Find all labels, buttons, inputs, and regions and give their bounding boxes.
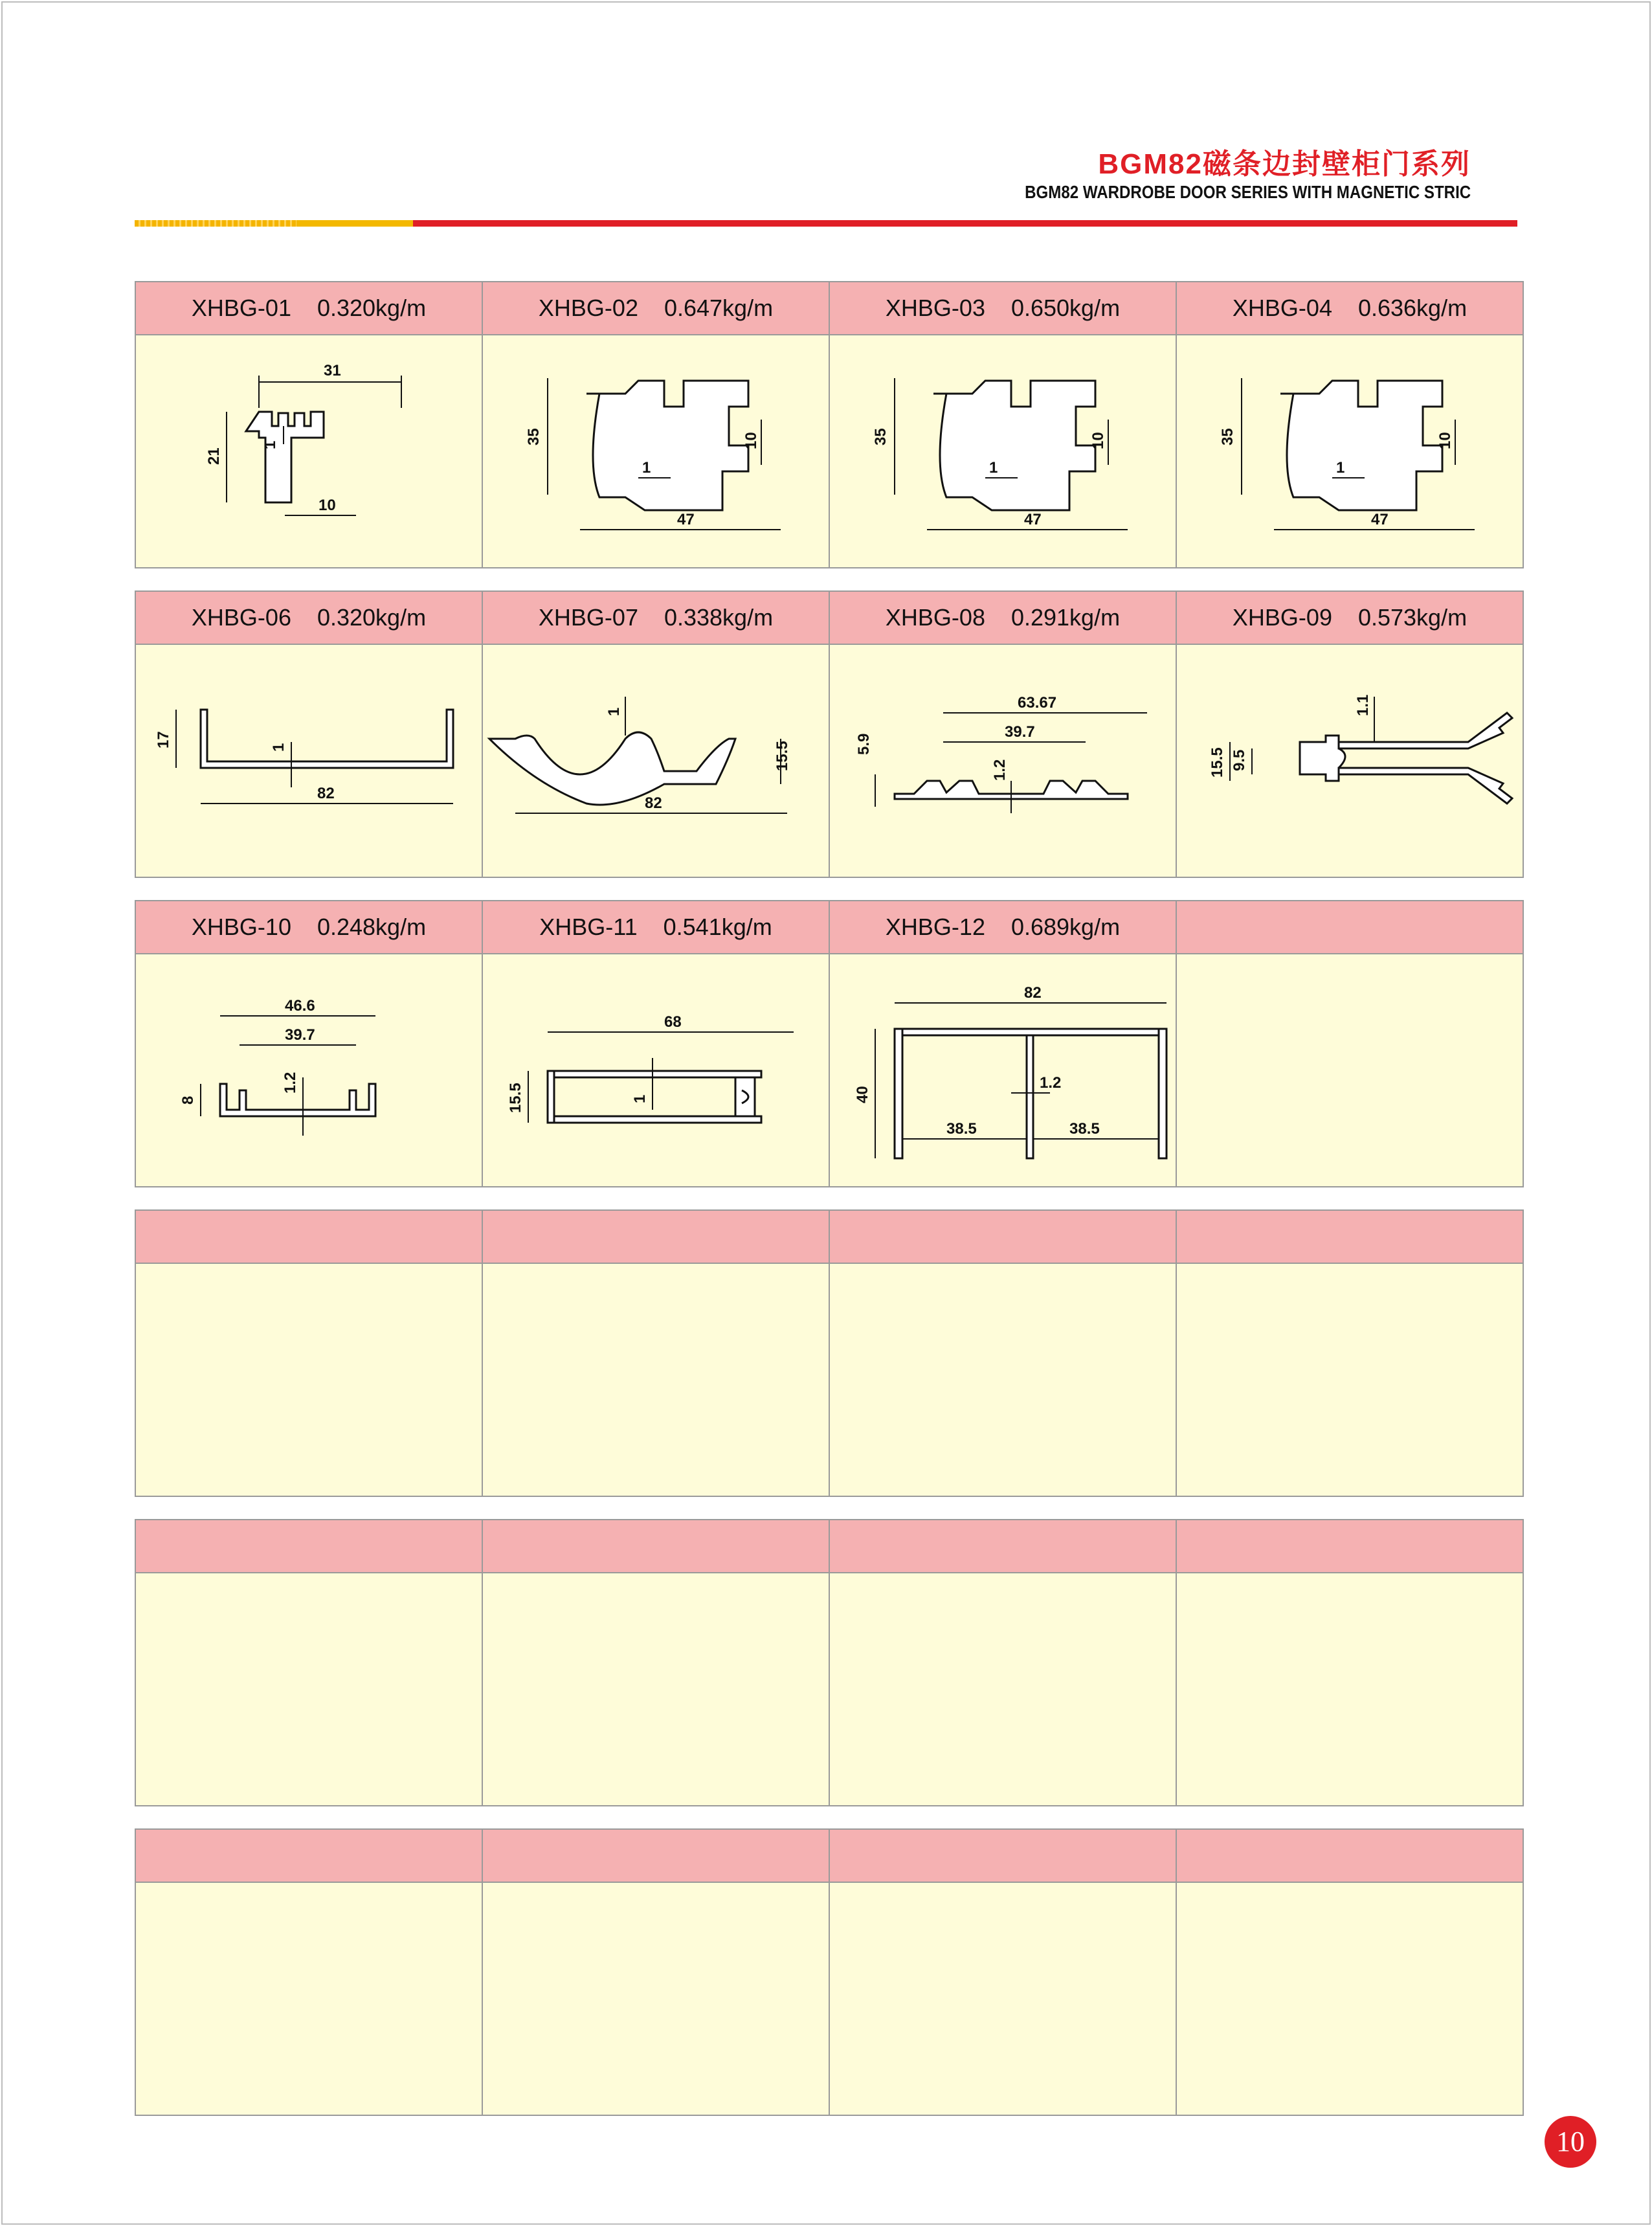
profile-table-row-2 <box>135 590 1524 878</box>
dim-wall: 1 <box>262 440 279 449</box>
profile-drawing-xhbg-01 <box>136 335 482 567</box>
dim-height: 15.5 <box>1209 747 1226 778</box>
profile-drawing-cell-empty <box>135 1573 482 1806</box>
dim-right-span: 38.5 <box>1069 1120 1100 1138</box>
series-title-en: BGM82 WARDROBE DOOR SERIES WITH MAGNETIC STRIC <box>1025 182 1471 202</box>
profile-label <box>1176 1829 1523 1882</box>
dim-inner: 10 <box>742 432 760 449</box>
dim-width: 47 <box>1371 511 1389 528</box>
profile-drawing-cell-empty <box>1176 1573 1523 1806</box>
profile-drawing-cell-empty <box>135 1882 482 2115</box>
profile-drawing-cell-empty <box>135 1263 482 1496</box>
profile-drawing-cell <box>1176 644 1523 877</box>
dim-wall: 1 <box>642 459 651 477</box>
dim-overall: 46.6 <box>285 997 315 1015</box>
dim-width: 47 <box>1024 511 1042 528</box>
profile-drawing-cell <box>482 644 829 877</box>
profile-drawing-cell <box>829 644 1176 877</box>
profile-label <box>482 1210 829 1263</box>
dim-wall: 1 <box>605 707 623 716</box>
profile-label <box>482 1829 829 1882</box>
dim-wall: 1 <box>270 743 287 752</box>
dim-height: 35 <box>872 428 889 445</box>
dim-slot: 10 <box>318 497 336 514</box>
profile-table-row-3 <box>135 900 1524 1187</box>
header-rule-dotted <box>135 220 296 227</box>
profile-label <box>1176 1520 1523 1573</box>
profile-label <box>135 1210 482 1263</box>
dim-height: 21 <box>205 447 223 465</box>
profile-table-row-4 <box>135 1209 1524 1497</box>
profile-label: XHBG-03 0.650kg/m <box>829 282 1176 335</box>
dim-wall: 1 <box>631 1094 649 1103</box>
dim-wall: 1.2 <box>1040 1074 1062 1092</box>
profile-drawing-cell-empty <box>829 1263 1176 1496</box>
profile-drawing-cell <box>135 335 482 568</box>
dim-width: 31 <box>324 362 341 379</box>
dim-width: 82 <box>317 785 335 802</box>
profile-drawing-cell-empty <box>829 1882 1176 2115</box>
dim-wall: 1 <box>1336 459 1345 477</box>
profile-drawing-cell-empty <box>829 1573 1176 1806</box>
profile-label: XHBG-07 0.338kg/m <box>482 591 829 644</box>
dim-inner: 39.7 <box>1005 723 1035 741</box>
profile-drawing-cell-empty <box>482 1573 829 1806</box>
profile-label: XHBG-12 0.689kg/m <box>829 901 1176 954</box>
dim-left-span: 38.5 <box>946 1120 977 1138</box>
profile-drawing-xhbg-08 <box>830 645 1176 877</box>
profile-drawing-xhbg-10 <box>136 954 482 1186</box>
dim-width: 47 <box>677 511 695 528</box>
dim-height: 8 <box>179 1096 197 1105</box>
profile-drawing-xhbg-06 <box>136 645 482 877</box>
dim-height: 35 <box>1219 428 1236 445</box>
series-title-cn: BGM82磁条边封壁柜门系列 <box>1098 148 1471 180</box>
profile-drawing-xhbg-09 <box>1177 645 1523 877</box>
profile-drawing-cell-empty <box>482 1263 829 1496</box>
dim-inner: 9.5 <box>1231 749 1248 771</box>
profile-label: XHBG-06 0.320kg/m <box>135 591 482 644</box>
profile-table-row-1 <box>135 281 1524 568</box>
dim-wall: 1.2 <box>282 1072 299 1094</box>
profile-drawing-xhbg-11 <box>483 954 829 1186</box>
dim-wall: 1.1 <box>1354 694 1372 716</box>
profile-label: XHBG-08 0.291kg/m <box>829 591 1176 644</box>
dim-overall: 63.67 <box>1018 694 1057 712</box>
header-rule-red <box>413 220 1517 227</box>
profile-label: XHBG-11 0.541kg/m <box>482 901 829 954</box>
profile-drawing-cell <box>829 954 1176 1187</box>
profile-label: XHBG-10 0.248kg/m <box>135 901 482 954</box>
page-number-badge: 10 <box>1545 2116 1596 2168</box>
dim-height: 5.9 <box>855 733 873 755</box>
header-rule-yellow <box>296 220 413 227</box>
profile-drawing-cell <box>135 954 482 1187</box>
profile-drawing-xhbg-02 <box>483 335 829 567</box>
dim-width: 82 <box>1024 984 1042 1002</box>
profile-drawing-cell <box>1176 335 1523 568</box>
dim-height: 40 <box>854 1086 871 1103</box>
dim-width: 82 <box>645 794 662 812</box>
dim-width: 68 <box>664 1013 682 1031</box>
profile-label <box>1176 1210 1523 1263</box>
profile-label <box>1176 901 1523 954</box>
profile-drawing-cell <box>482 335 829 568</box>
profile-label: XHBG-02 0.647kg/m <box>482 282 829 335</box>
profile-label <box>135 1829 482 1882</box>
profile-drawing-cell-empty <box>1176 1882 1523 2115</box>
profile-label <box>482 1520 829 1573</box>
dim-inner: 39.7 <box>285 1026 315 1044</box>
profile-drawing-xhbg-03 <box>830 335 1176 567</box>
profile-drawing-cell <box>829 335 1176 568</box>
profile-drawing-cell-empty <box>1176 1263 1523 1496</box>
profile-label <box>829 1829 1176 1882</box>
dim-height: 17 <box>155 731 172 748</box>
profile-label: XHBG-01 0.320kg/m <box>135 282 482 335</box>
profile-label: XHBG-09 0.573kg/m <box>1176 591 1523 644</box>
profile-label <box>135 1520 482 1573</box>
profile-drawing-cell <box>135 644 482 877</box>
profile-drawing-xhbg-04 <box>1177 335 1523 567</box>
profile-drawing-xhbg-12 <box>830 954 1176 1186</box>
dim-height: 15.5 <box>774 741 791 771</box>
dim-height: 15.5 <box>507 1083 524 1113</box>
profile-drawing-xhbg-07 <box>483 645 829 877</box>
profile-drawing-cell-empty <box>482 1882 829 2115</box>
dim-wall: 1.2 <box>991 759 1009 781</box>
profile-label <box>829 1520 1176 1573</box>
dim-inner: 10 <box>1089 432 1107 449</box>
dim-inner: 10 <box>1436 432 1454 449</box>
dim-wall: 1 <box>989 459 998 477</box>
profile-label: XHBG-04 0.636kg/m <box>1176 282 1523 335</box>
profile-label <box>829 1210 1176 1263</box>
page-header <box>952 148 1471 203</box>
profile-table-row-5 <box>135 1519 1524 1806</box>
profile-drawing-cell-empty <box>1176 954 1523 1187</box>
profile-table-row-6 <box>135 1828 1524 2116</box>
profile-drawing-cell <box>482 954 829 1187</box>
dim-height: 35 <box>525 428 542 445</box>
